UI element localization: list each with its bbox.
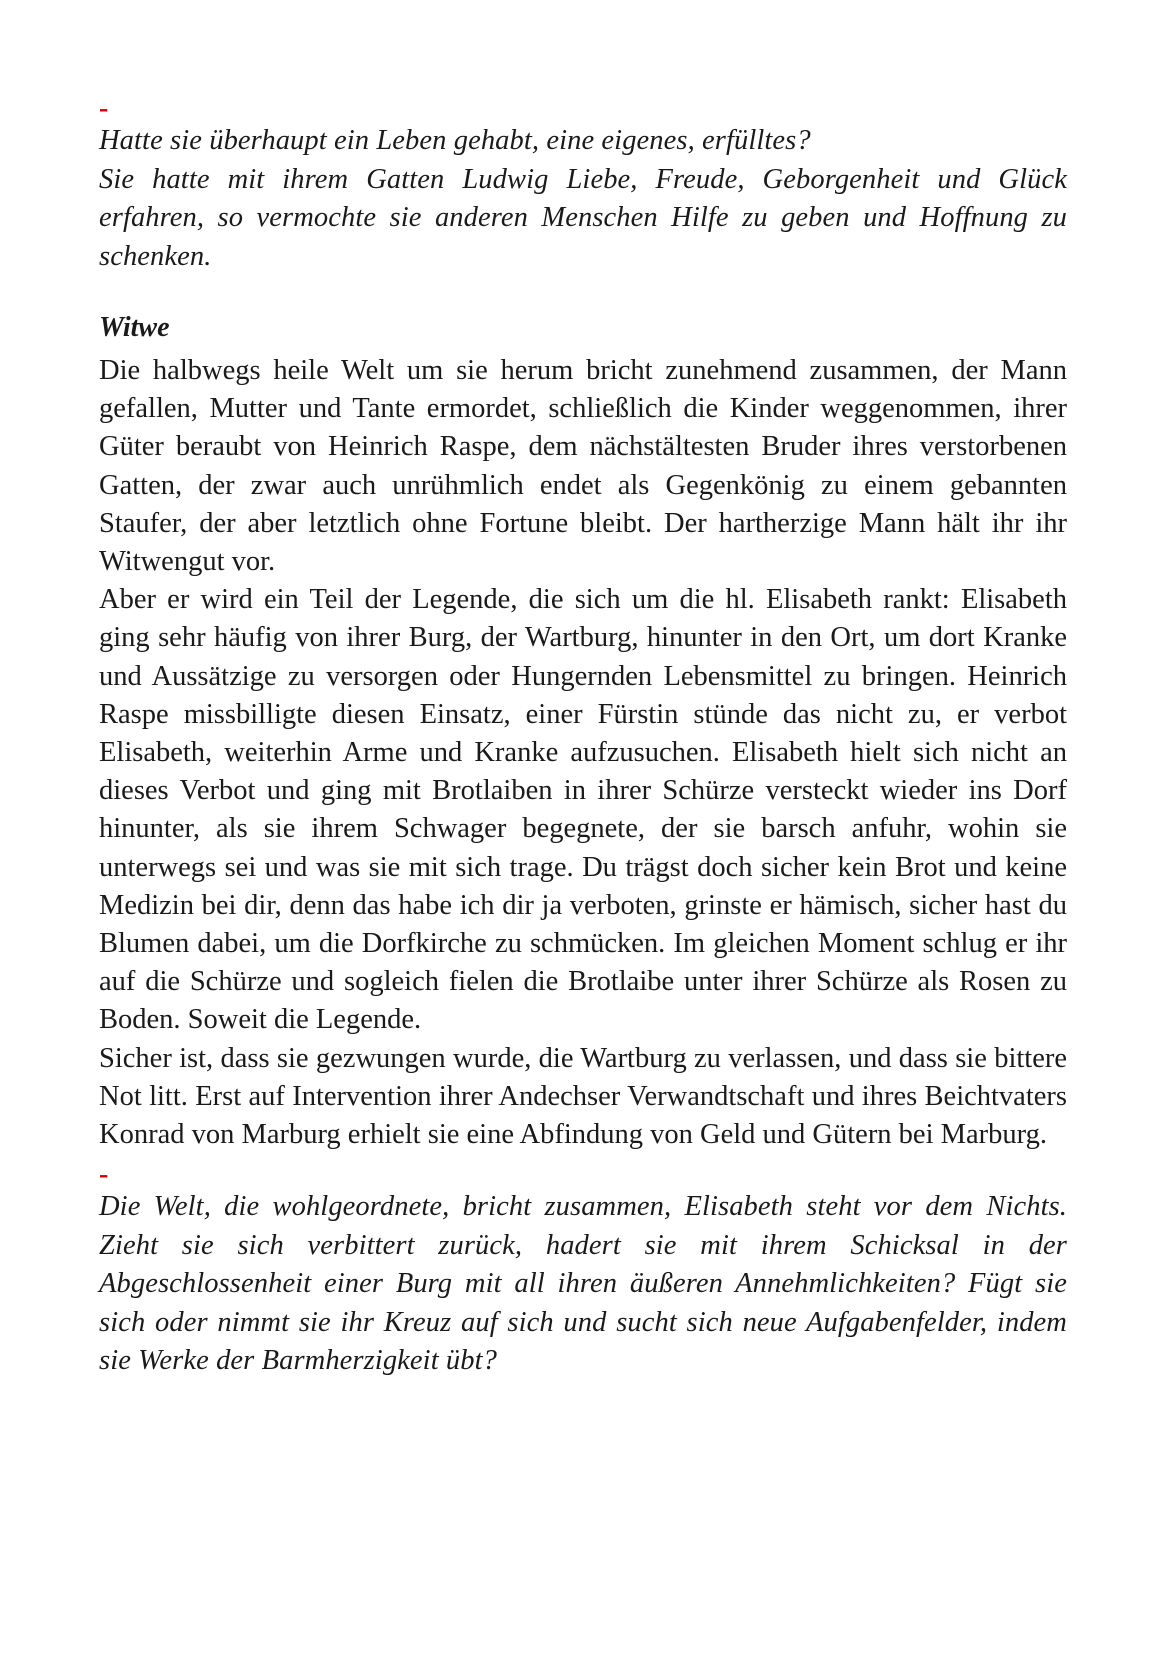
section-marker-dash: - [99,93,109,124]
paragraph-fact: Sicher ist, dass sie gezwungen wurde, die Wartburg zu verlassen, und dass sie bittere Not litt. Erst auf Intervention ihrer Andechser Verwandtschaft und ihres Beichtvaters Konrad von Marburg erhielt sie eine Abfindung von Geld und Gütern bei Marburg. [99,1042,1067,1151]
closing-reflection [99,1188,1067,1381]
section-heading: Witwe [99,312,170,343]
paragraph-legend: Aber er wird ein Teil der Legende, die sich um die hl. Elisabeth rankt: Elisabeth ging sehr häufig von ihrer Burg, der Wartburg, hinunter in den Ort, um dort Kranke und Aussätzige zu versorgen oder Hungernden Lebensmittel zu bringen. Heinrich Raspe missbilligte diesen Einsatz, einer Fürstin stünde das nicht zu, er verbot Elisabeth, weiterhin Arme und Kranke aufzusuchen. Elisabeth hielt sich nicht an dieses Verbot und ging mit Brotlaiben in ihrer Schürze versteckt wieder ins Dorf hinunter, als sie ihrem Schwager begegnete, der sie barsch anfuhr, wohin sie unterwegs sei und was sie mit sich trage. Du trägst doch sicher kein Brot und keine Medizin bei dir, denn das habe ich dir ja verboten, grinste er hämisch, sicher hast du Blumen dabei, um die Dorfkirche zu schmücken. Im gleichen Moment schlug er ihr auf die Schürze und sogleich fielen die Brotlaibe unter ihrer Schürze als Rosen zu Boden. Soweit die Legende. [99,584,1067,1036]
document-page [99,93,1067,1381]
intro-answer: Sie hatte mit ihrem Gatten Ludwig Liebe, Freude, Geborgenheit und Glück erfahren, so vermochte sie anderen Menschen Hilfe zu geben und Hoffnung zu schenken. [99,163,1067,272]
intro-reflection [99,122,1067,276]
intro-question: Hatte sie überhaupt ein Leben gehabt, eine eigenes, erfülltes? [99,125,811,156]
section-marker-dash-2: - [99,1159,109,1191]
paragraph-widow: Die halbwegs heile Welt um sie herum bricht zunehmend zusammen, der Mann gefallen, Mutter und Tante ermordet, schließlich die Kinder weggenommen, ihrer Güter beraubt von Heinrich Raspe, dem nächstältesten Bruder ihres verstorbenen Gatten, der zwar auch unrühmlich endet als Gegenkönig zu einem gebannten Staufer, der aber letztlich ohne Fortune bleibt. Der hartherzige Mann hält ihr ihr Witwengut vor. [99,355,1067,578]
section-body [99,352,1067,1154]
closing-text: Die Welt, die wohlgeordnete, bricht zusammen, Elisabeth steht vor dem Nichts. Zieht sie sich verbittert zurück, hadert sie mit ihrem Schicksal in der Abgeschlossenheit einer Burg mit all ihren äußeren Annehmlichkeiten? Fügt sie sich oder nimmt sie ihr Kreuz auf sich und sucht sich neue Aufgabenfelder, indem sie Werke der Barmherzigkeit übt? [99,1191,1067,1377]
